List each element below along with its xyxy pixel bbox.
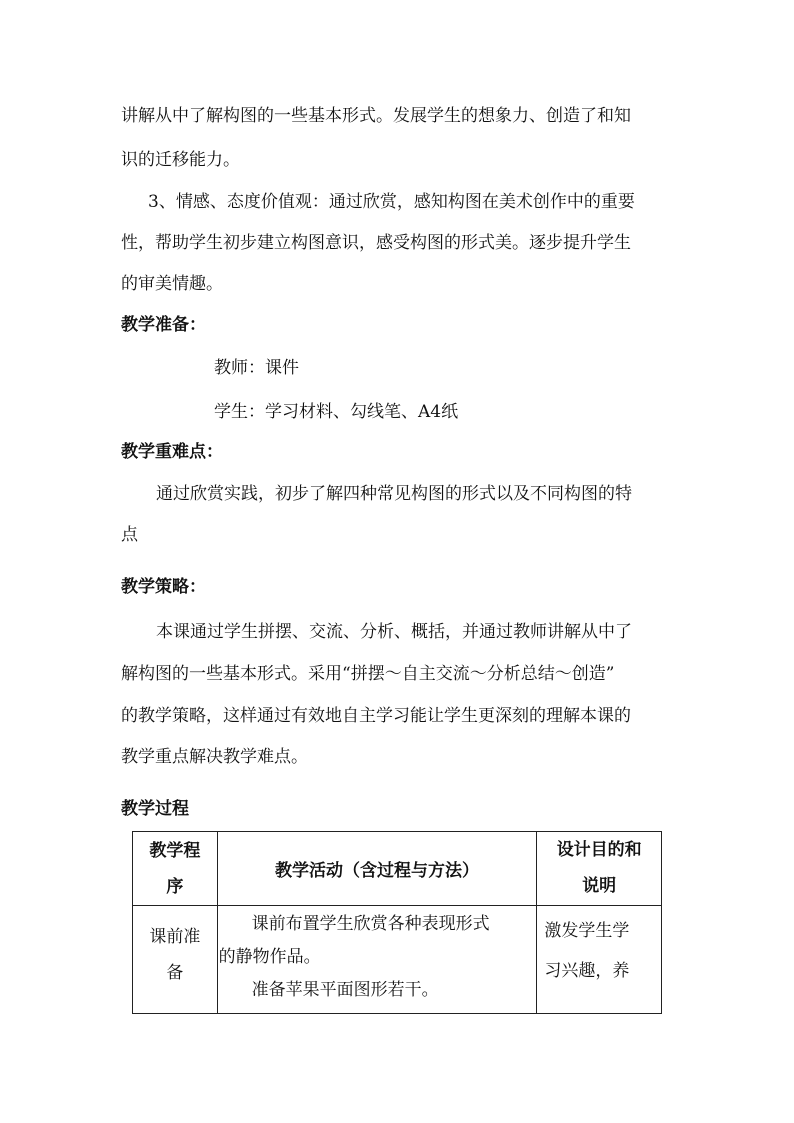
key-points-line-1: 通过欣赏实践，初步了解四种常见构图的形式以及不同构图的特 [156,484,632,504]
header-purpose-cell [537,832,662,906]
header-stage-line-1: 教学程 [149,841,201,861]
row1-stage-cell [133,906,218,1014]
process-heading: 教学过程 [121,799,189,819]
header-activity-cell [217,832,537,906]
strategy-line-3: 的教学策略，这样通过有效地自主学习能让学生更深刻的理解本课的 [121,706,631,726]
row1-activity-cell [217,906,537,1014]
strategy-line-4: 教学重点解决教学难点。 [121,747,308,767]
row1-activity-line-3: 准备苹果平面图形若干。 [251,980,439,1000]
process-table [132,831,662,1014]
emotion-line-1: 3、情感、态度价值观：通过欣赏，感知构图在美术创作中的重要 [148,192,635,212]
row1-activity-line-1: 课前布置学生欣赏各种表现形式 [251,914,490,934]
row1-stage-line-1: 课前准 [149,927,201,947]
header-purpose-line-1: 设计目的和 [556,840,642,860]
header-activity-label: 教学活动（含过程与方法） [275,861,480,881]
row1-purpose-cell [537,906,662,1014]
emotion-line-3: 的审美情趣。 [121,274,223,294]
preparation-heading: 教学准备： [121,315,206,335]
intro-line-1: 讲解从中了解构图的一些基本形式。发展学生的想象力、创造了和知 [121,106,631,126]
header-stage-line-2: 序 [166,877,184,897]
row1-purpose-line-2: 习兴趣，养 [544,961,630,981]
row1-activity-line-2: 的静物作品。 [218,947,321,967]
strategy-line-2: 解构图的一些基本形式。采用“拼摆～自主交流～分析总结～创造” [121,664,615,684]
key-points-line-2: 点 [121,525,138,545]
intro-line-2: 识的迁移能力。 [121,150,240,170]
key-points-heading: 教学重难点： [121,442,223,462]
preparation-student: 学生：学习材料、勾线笔、A4纸 [214,402,459,422]
emotion-line-2: 性，帮助学生初步建立构图意识，感受构图的形式美。逐步提升学生 [121,233,631,253]
header-purpose-line-2: 说明 [582,876,617,896]
header-stage-cell [133,832,218,906]
row1-purpose-line-1: 激发学生学 [544,921,630,941]
strategy-line-1: 本课通过学生拼摆、交流、分析、概括，并通过教师讲解从中了 [156,622,632,642]
strategy-heading: 教学策略： [121,577,206,597]
table-row [133,906,662,1014]
table-header-row [133,832,662,906]
preparation-teacher: 教师：课件 [214,358,299,378]
row1-stage-line-2: 备 [166,963,184,983]
